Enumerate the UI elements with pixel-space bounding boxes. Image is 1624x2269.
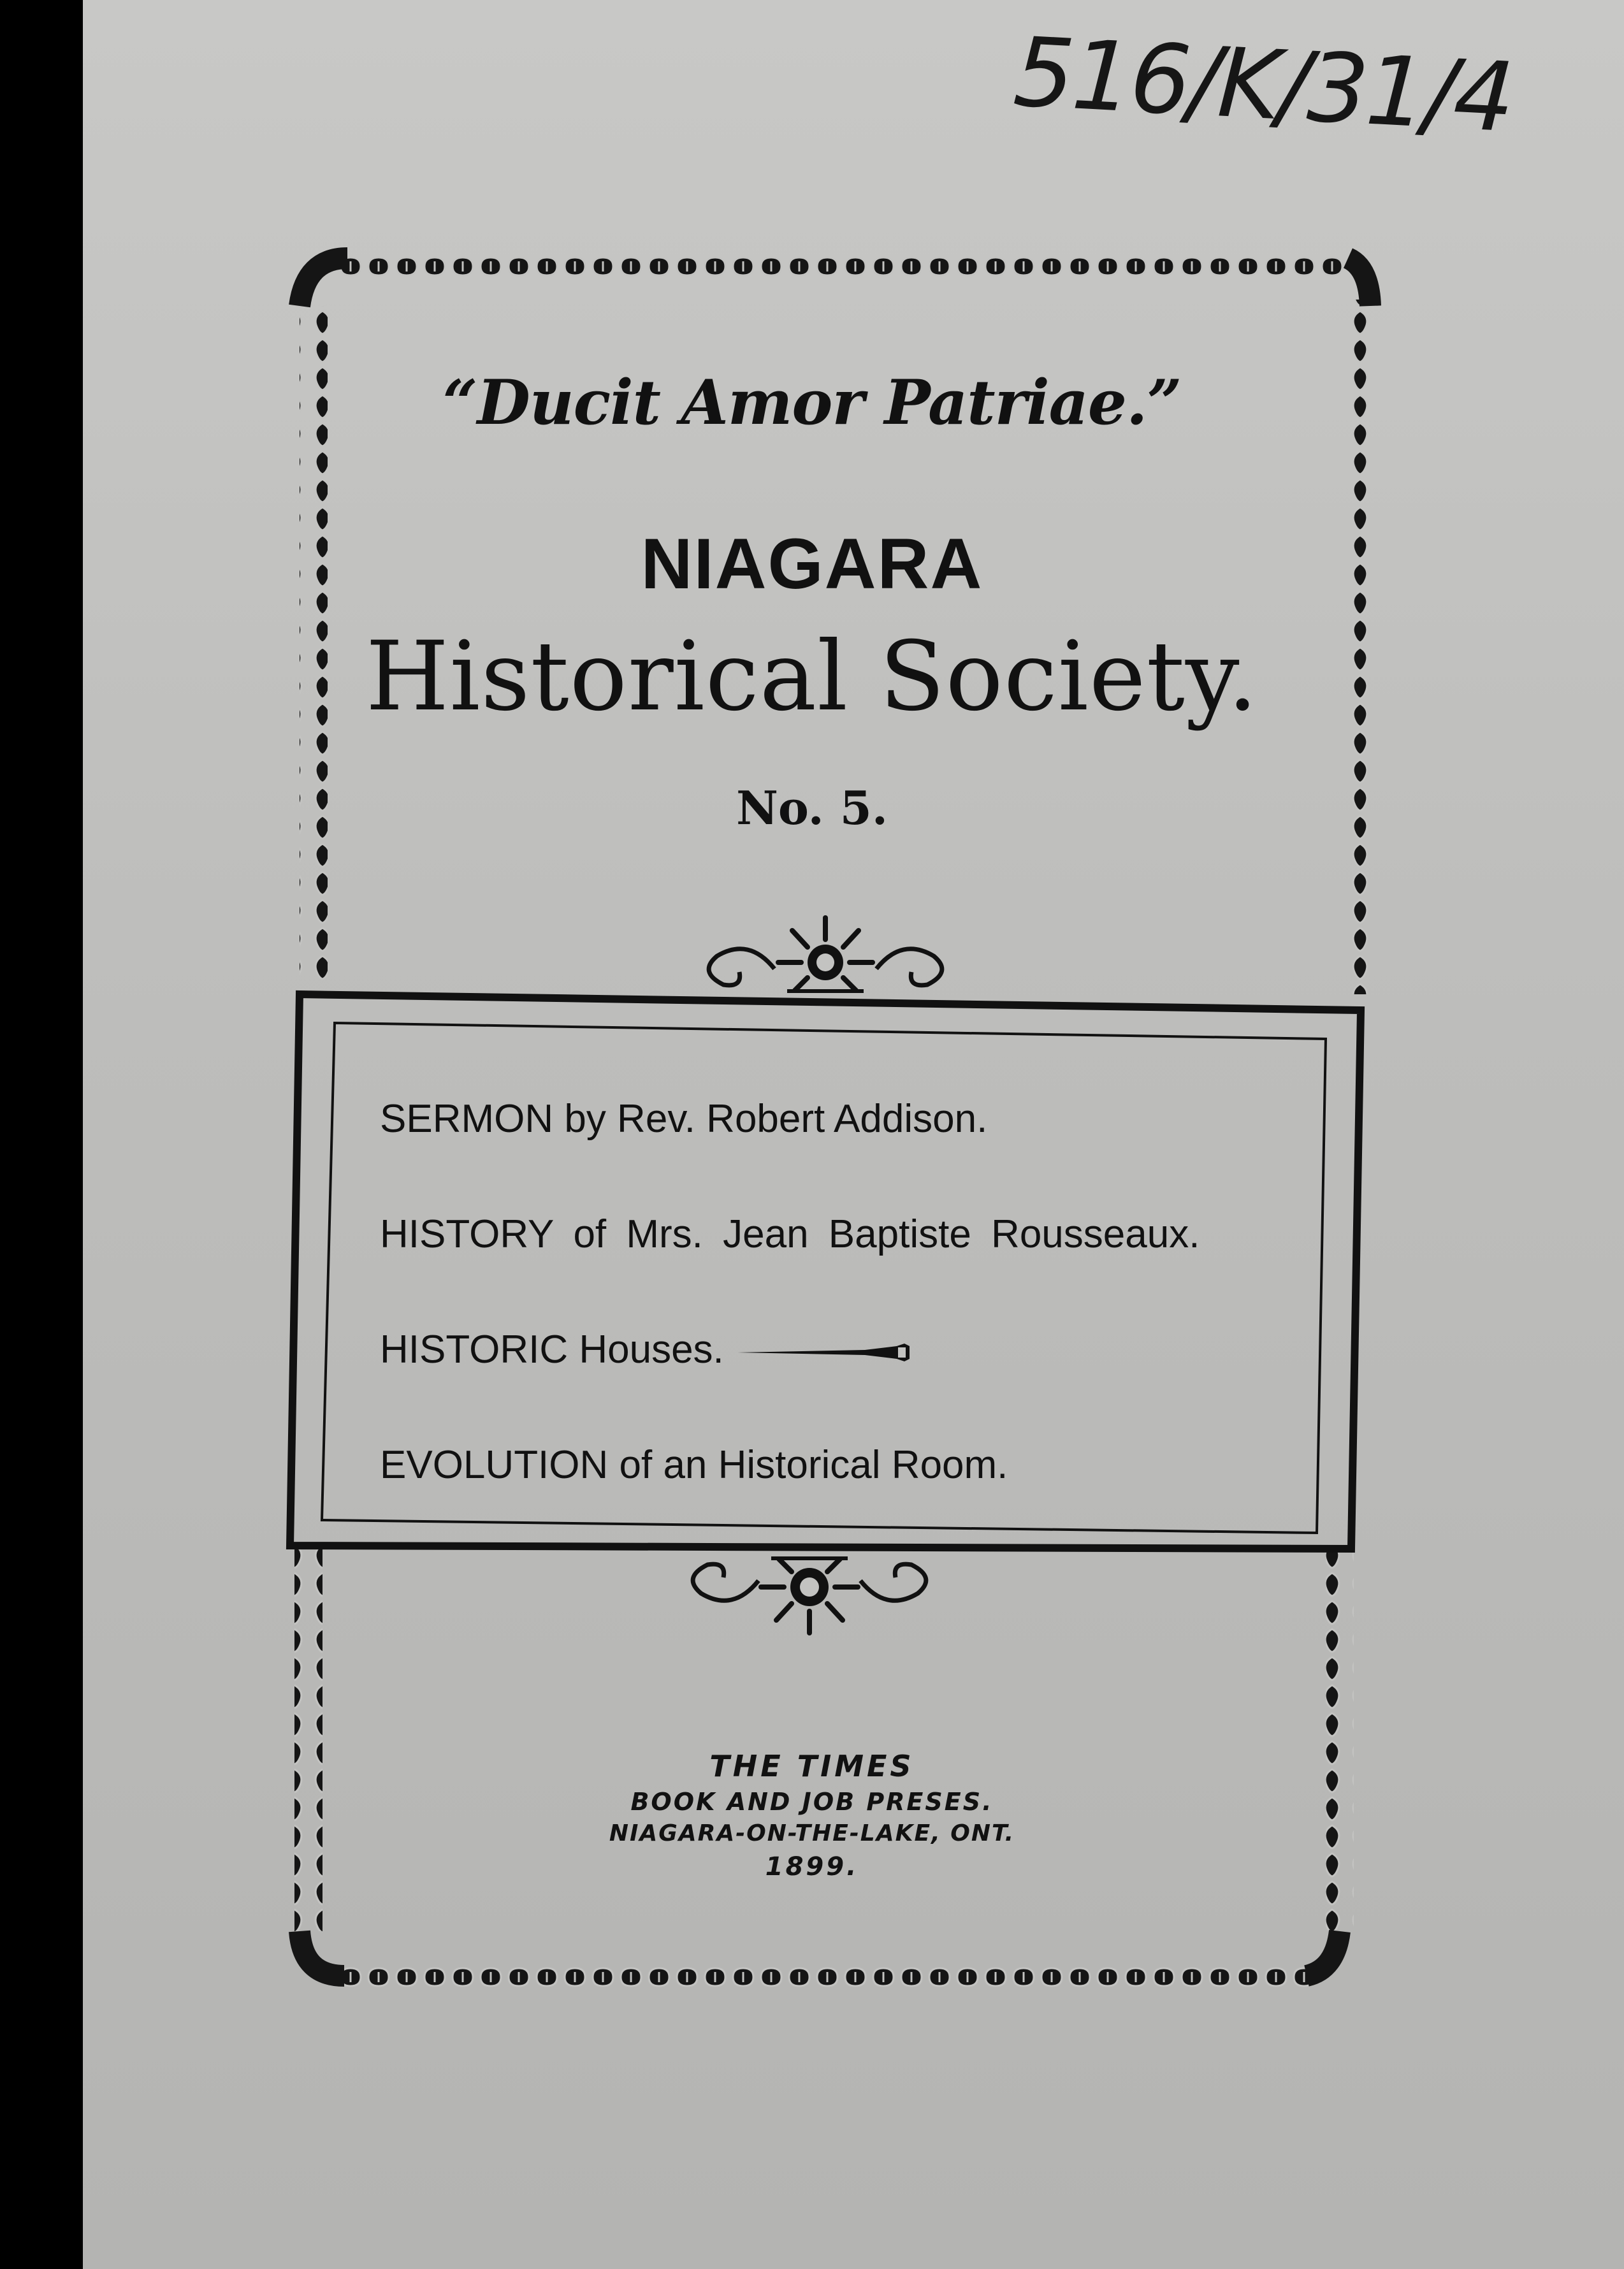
contents-item — [380, 1327, 1285, 1372]
contents-item-text: HISTORIC Houses. — [380, 1328, 724, 1372]
rosette-ornament-icon — [693, 1558, 926, 1633]
contents-item — [380, 1212, 1285, 1256]
handwritten-shelfmark: 516/K/31/4 — [1011, 17, 1515, 154]
issue-number: No. 5. — [736, 781, 888, 835]
contents-list — [380, 1096, 1285, 1558]
printer-imprint — [0, 1746, 1624, 1884]
contents-item-text: EVOLUTION of an Historical Room. — [380, 1443, 1008, 1487]
contents-item-text: HISTORY of Mrs. Jean Baptiste Rousseaux. — [380, 1212, 1200, 1256]
contents-item-text: SERMON by Rev. Robert Addison. — [380, 1097, 988, 1141]
contents-item — [380, 1442, 1285, 1487]
rosette-ornament-icon — [709, 918, 942, 991]
imprint-printer: THE TIMES — [709, 1749, 915, 1783]
contents-item — [380, 1096, 1285, 1141]
imprint-press: BOOK AND JOB PRESES. — [630, 1788, 994, 1816]
society-motto: “Ducit Amor Patriae.” — [442, 366, 1182, 439]
imprint-place: NIAGARA-ON-THE-LAKE, ONT. — [609, 1820, 1015, 1847]
society-subtitle: Historical Society. — [365, 621, 1259, 732]
society-name: NIAGARA — [641, 524, 983, 604]
imprint-year: 1899. — [765, 1852, 859, 1881]
pointing-rule-icon — [737, 1340, 916, 1365]
